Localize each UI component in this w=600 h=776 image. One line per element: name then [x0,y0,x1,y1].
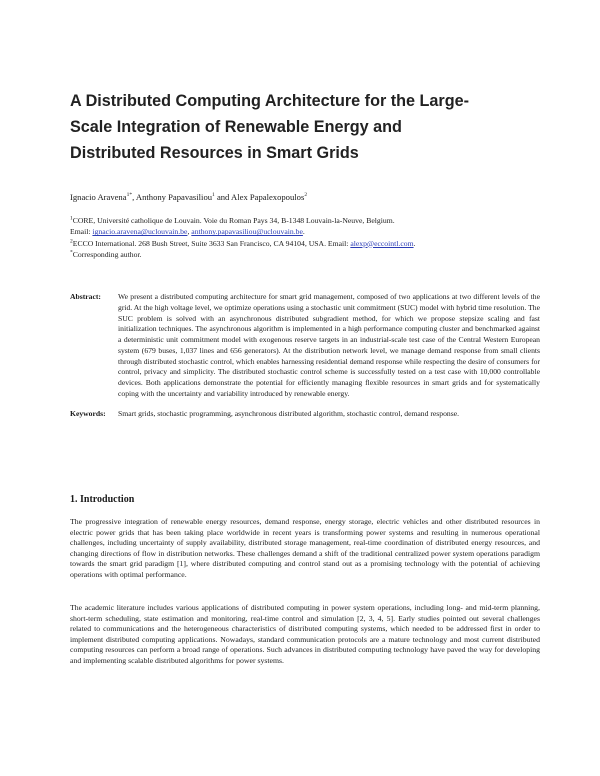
author-marker: 1* [126,192,133,199]
body-paragraph: The progressive integration of renewable energy resources, demand response, energy storage, electric vehicles and other distributed resources in electric power grids that has been taking place worldwide in recent years is transforming power systems and resulting in numerous operational challenges, including uncertainty of supply availability, distributed storage management, real-time coordination of distributed energy resources, and changing directions of flow in distribution networks. These challenges demand a shift of the traditional centralized power system operations paradigm towards the smart grid paradigm [1], where distributed computing and control stand out as a promising technology with the potential of achieving operations with optimal performance. [70,517,540,579]
keywords-row [70,409,540,420]
email-link[interactable]: ignacio.aravena@uclouvain.be [92,227,188,237]
affiliation-marker: 1 [70,215,73,222]
author-marker: 2 [304,192,308,199]
paper-title [70,88,540,166]
keywords-text: Smart grids, stochastic programming, asynchronous distributed algorithm, stochastic control, demand response. [118,408,460,418]
email-link[interactable]: anthony.papavasiliou@uclouvain.be [191,227,303,237]
affiliation-line [70,215,540,226]
affiliation-marker: 2 [70,238,73,245]
abstract-row [70,292,540,400]
abstract-block [70,292,540,419]
affiliation-text: . [413,238,416,248]
affiliation-line [70,226,540,237]
affiliation-line [70,249,540,260]
author-name: Alex Papalexopoulos [231,192,305,202]
author-name: Anthony Papavasiliou [135,192,213,202]
email-link[interactable]: alexp@eccointl.com [350,238,414,248]
author-separator: , [132,192,136,202]
affiliation-text: , [187,227,192,237]
body-paragraph: The academic literature includes various applications of distributed computing in power system operations, including long- and mid-term planning, short-term scheduling, state estimation and monitoring, real-time control and simulation [2, 3, 4, 5]. Early studies pointed out several challenges related to communications and the heterogeneous characteristics of distributed computing systems, which needed to be addressed first in order to implement distributed computing applications. Nowadays, standard communication protocols are a mature technology and most current distributed computing resources can perform a broad range of operations. Such advances in distributed computing technology have paved the way for developing and implementing scalable distributed algorithms for power systems. [70,603,540,665]
affiliation-line [70,238,540,249]
author-marker: 1 [212,192,215,199]
abstract-text: We present a distributed computing architecture for smart grid management, composed of two applications at two different levels of the grid. At the high voltage level, we optimize operations using a stochastic unit commitment (SUC) model with hybrid time resolution. The SUC problem is solved with an asynchronous distributed subgradient method, for which we propose stepsize scaling and fast initialization techniques. The asynchronous algorithm is implemented in a high performance computing cluster and benchmarked against a deterministic unit commitment model with exogenous reserve targets in an industrial-scale test case of the Central Western European system (679 buses, 1,037 lines and 656 generators). At the distribution network level, we manage demand response from small clients through distributed stochastic control, which enables harnessing residential demand response while respecting the desire of consumers for control, privacy and simplicity. The distributed stochastic control scheme is successfully tested on a test case with 10,000 controllable devices. Both applications demonstrate the potential for efficiently managing flexible resources in smart grids and for systematically coping with the uncertainty and variability introduced by renewable energy. [118,292,540,398]
title-line: A Distributed Computing Architecture for the Large- [70,92,470,110]
affiliation-marker: * [70,249,73,256]
affiliation-text: ECCO International. 268 Bush Street, Suite 3633 San Francisco, CA 94104, USA. Email: [72,238,351,248]
affiliation-text: . [302,227,305,237]
abstract-label: Abstract: [70,292,101,301]
affiliation-text: Email: [70,227,93,237]
author-list [70,192,540,203]
affiliation-text: CORE, Université catholique de Louvain. Voie du Roman Pays 34, B-1348 Louvain-la-Neuve, Belgium. [72,216,395,225]
section-heading: 1. Introduction [70,494,135,505]
affiliation-text: Corresponding author. [72,249,142,259]
author-name: Ignacio Aravena [70,192,127,202]
keywords-label: Keywords: [70,408,106,418]
title-line: Scale Integration of Renewable Energy and [70,118,402,136]
title-line: Distributed Resources in Smart Grids [70,144,359,162]
author-separator: and [214,192,232,202]
affiliations [70,215,540,260]
